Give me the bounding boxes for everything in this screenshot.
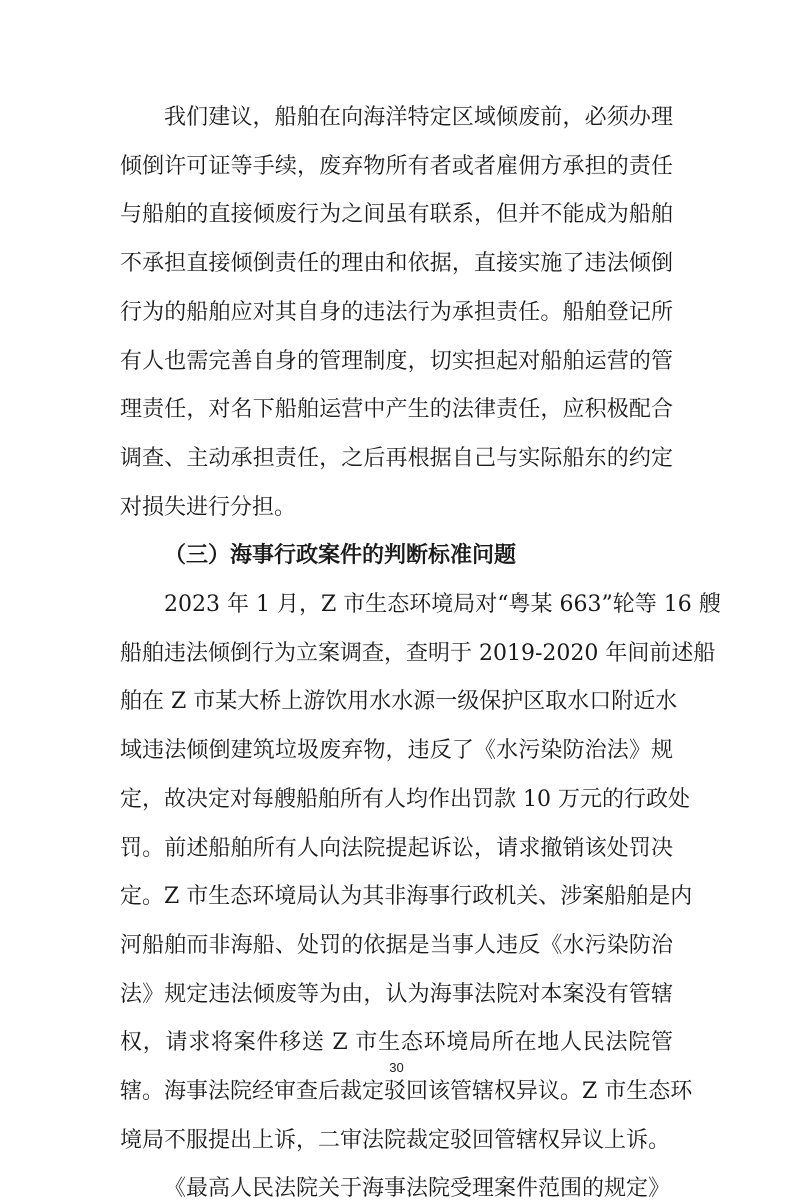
paragraph-3-line-1: 《最高人民法院关于海事法院受理案件范围的规定》 [164, 1176, 671, 1202]
paragraph-1-line-4: 不承担直接倾倒责任的理由和依据，直接实施了违法倾倒 [120, 251, 673, 277]
paragraph-2-line-7: 定。Z 市生态环境局认为其非海事行政机关、涉案船舶是内 [120, 884, 693, 910]
paragraph-2-line-3: 舶在 Z 市某大桥上游饮用水水源一级保护区取水口附近水 [120, 689, 678, 715]
paragraph-1-line-7: 理责任，对名下船舶运营中产生的法律责任，应积极配合 [120, 397, 673, 423]
paragraph-1-line-1: 我们建议，船舶在向海洋特定区域倾废前，必须办理 [164, 105, 673, 130]
paragraph-1-line-5: 行为的船舶应对其自身的违法行为承担责任。船舶登记所 [120, 299, 673, 325]
section-heading: （三）海事行政案件的判断标准问题 [164, 543, 517, 569]
page-number: 30 [389, 1060, 404, 1075]
paragraph-2-line-11: 辖。海事法院经审查后裁定驳回该管辖权异议。Z 市生态环 [120, 1079, 693, 1104]
paragraph-2-line-10: 权，请求将案件移送 Z 市生态环境局所在地人民法院管 [120, 1030, 673, 1056]
paragraph-2-line-2: 船舶违法倾倒行为立案调查，查明于 2019-2020 年间前述船 [120, 640, 716, 666]
paragraph-1-line-2: 倾倒许可证等手续，废弃物所有者或者雇佣方承担的责任 [120, 153, 673, 179]
paragraph-1-line-6: 有人也需完善自身的管理制度，切实担起对船舶运营的管 [120, 348, 673, 374]
paragraph-2-line-4: 域违法倾倒建筑垃圾废弃物，违反了《水污染防治法》规 [120, 738, 673, 764]
paragraph-1-line-8: 调查、主动承担责任，之后再根据自己与实际船东的约定 [120, 445, 673, 471]
paragraph-2-line-9: 法》规定违法倾废等为由，认为海事法院对本案没有管辖 [120, 981, 673, 1007]
paragraph-2-line-12: 境局不服提出上诉，二审法院裁定驳回管辖权异议上诉。 [120, 1127, 671, 1153]
paragraph-1-line-3: 与船舶的直接倾废行为之间虽有联系，但并不能成为船舶 [120, 202, 673, 228]
paragraph-2-line-5: 定，故决定对每艘船舶所有人均作出罚款 10 万元的行政处 [120, 786, 690, 812]
paragraph-2-line-1: 2023 年 1 月，Z 市生态环境局对“粤某 663”轮等 16 艘 [164, 592, 721, 617]
paragraph-2-line-8: 河船舶而非海船、处罚的依据是当事人违反《水污染防治 [120, 932, 673, 958]
paragraph-2-line-6: 罚。前述船舶所有人向法院提起诉讼，请求撤销该处罚决 [120, 835, 673, 861]
paragraph-1-line-9: 对损失进行分担。 [120, 494, 297, 520]
